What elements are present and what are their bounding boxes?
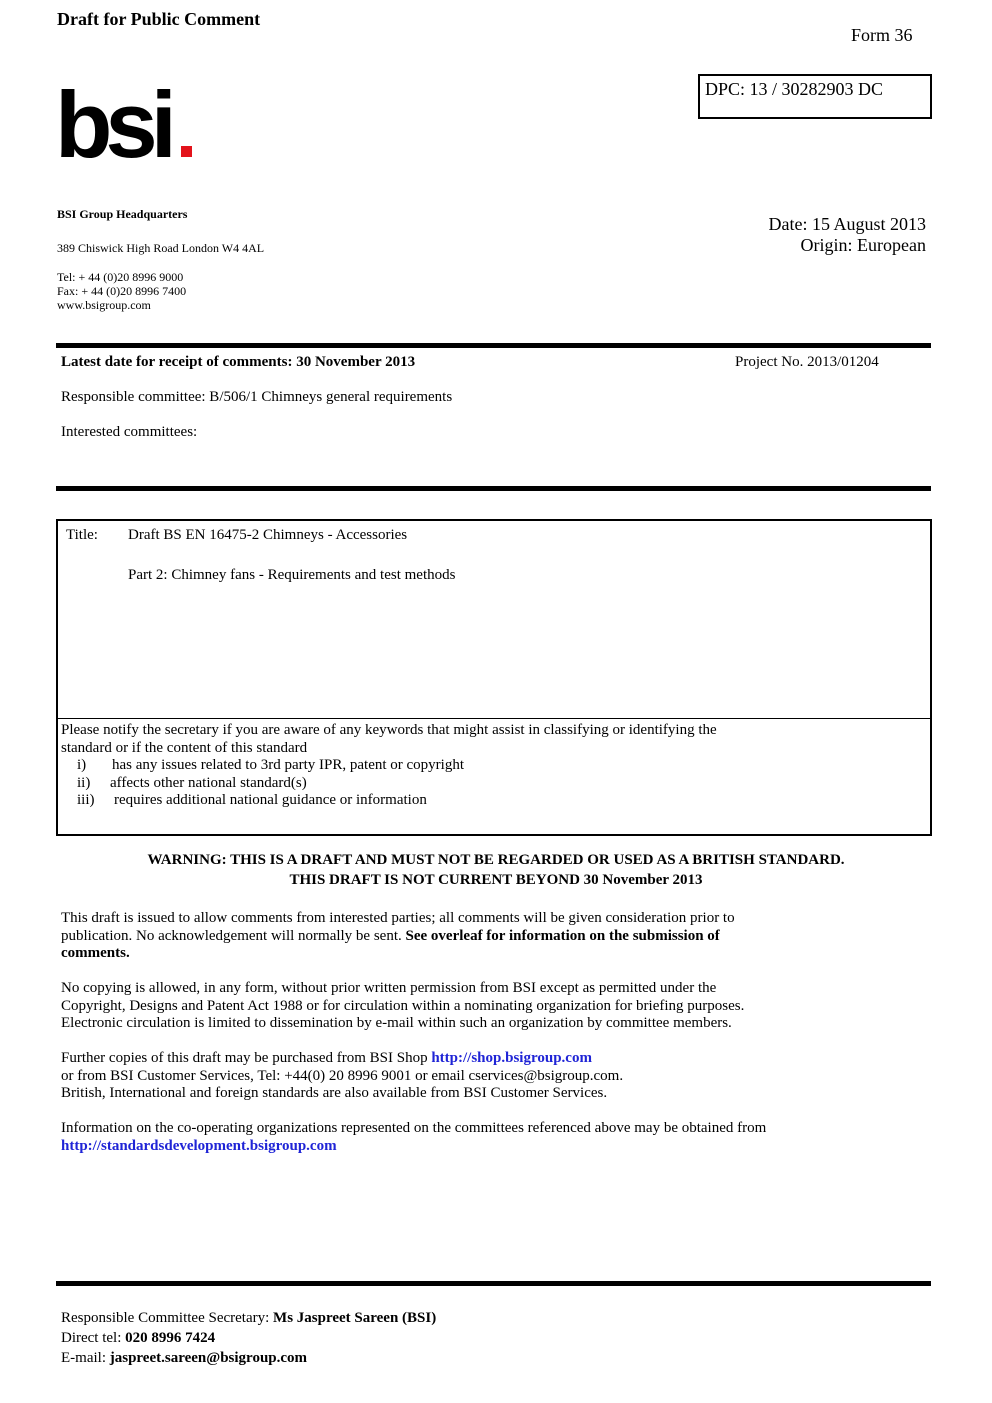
notify-line-1: Please notify the secretary if you are aware of any keywords that might assist in classifying or identifying the (61, 722, 717, 738)
title-box (56, 519, 932, 836)
hq-fax: Fax: + 44 (0)20 8996 7400 (57, 284, 187, 298)
para-1-line-3: comments. (61, 945, 130, 961)
hq-name: BSI Group Headquarters (57, 207, 188, 221)
para-4-line-1: Information on the co-operating organizations represented on the committees referenced above may be obtained from (61, 1120, 767, 1136)
warning-line-2: THIS DRAFT IS NOT CURRENT BEYOND 30 November 2013 (289, 872, 703, 888)
hq-web: www.bsigroup.com (57, 298, 151, 312)
title-line-2: Part 2: Chimney fans - Requirements and test methods (128, 567, 456, 583)
divider-top (56, 343, 931, 348)
hq-tel: Tel: + 44 (0)20 8996 9000 (57, 270, 184, 284)
para-2-line-2: Copyright, Designs and Patent Act 1988 or for circulation within a nominating organization for briefing purposes. (61, 998, 745, 1014)
email-label: E-mail: (61, 1350, 106, 1366)
warning-line-1: WARNING: THIS IS A DRAFT AND MUST NOT BE REGARDED OR USED AS A BRITISH STANDARD. (147, 852, 845, 868)
para-3-line-1 (61, 1050, 592, 1067)
notify-item-text: requires additional national guidance or information (114, 792, 427, 808)
dpc-box (698, 74, 932, 119)
notify-item (77, 775, 307, 792)
para-1-line-1: This draft is issued to allow comments from interested parties; all comments will be given consideration prior to (61, 910, 735, 926)
divider-bottom (56, 1281, 931, 1286)
standards-development-link[interactable]: http://standardsdevelopment.bsigroup.com (61, 1138, 337, 1154)
email-value[interactable]: jaspreet.sareen@bsigroup.com (109, 1350, 308, 1366)
para-3-line-2: or from BSI Customer Services, Tel: +44(0) 20 8996 9001 or email cservices@bsigroup.com. (61, 1068, 624, 1084)
notify-line-2: standard or if the content of this standard (61, 740, 308, 756)
title-line-1: Draft BS EN 16475-2 Chimneys - Accessories (128, 527, 408, 543)
divider-middle (56, 486, 931, 491)
title-label: Title: (66, 527, 98, 543)
project-number: Project No. 2013/01204 (735, 354, 879, 370)
notify-item-number: ii) (77, 775, 91, 791)
direct-tel-label: Direct tel: (61, 1330, 122, 1346)
interested-committees: Interested committees: (61, 424, 198, 440)
draft-label: Draft for Public Comment (57, 9, 261, 29)
title-box-divider (58, 718, 930, 719)
direct-tel-value: 020 8996 7424 (125, 1330, 216, 1346)
doc-date: Date: 15 August 2013 (768, 214, 926, 234)
para-1-line-2 (61, 928, 720, 945)
responsible-committee: Responsible committee: B/506/1 Chimneys general requirements (61, 389, 453, 405)
para-1-bold-text: See overleaf for information on the submission of (405, 928, 720, 944)
notify-item-text: has any issues related to 3rd party IPR, patent or copyright (112, 757, 465, 773)
notify-item-number: iii) (77, 792, 95, 808)
notify-item (77, 757, 464, 774)
para-2-line-3: Electronic circulation is limited to dissemination by e-mail within such an organization by committee members. (61, 1015, 732, 1031)
direct-tel-line (61, 1330, 215, 1347)
dpc-number: DPC: 13 / 30282903 DC (705, 79, 884, 99)
form-number: Form 36 (851, 25, 913, 45)
para-1-text: publication. No acknowledgement will normally be sent. (61, 928, 402, 944)
para-3-text: Further copies of this draft may be purchased from BSI Shop (61, 1050, 428, 1066)
latest-date: Latest date for receipt of comments: 30 November 2013 (61, 354, 416, 370)
bsi-logo-text: bsi (55, 72, 170, 177)
notify-item-text: affects other national standard(s) (110, 775, 307, 791)
email-line (61, 1350, 307, 1367)
bsi-logo (55, 70, 192, 180)
bsi-logo-dot-icon (181, 146, 192, 157)
secretary-line (61, 1310, 436, 1327)
para-3-line-3: British, International and foreign standards are also available from BSI Customer Services. (61, 1085, 608, 1101)
secretary-name: Ms Jaspreet Sareen (BSI) (273, 1310, 437, 1326)
notify-item-number: i) (77, 757, 87, 773)
hq-address: 389 Chiswick High Road London W4 4AL (57, 241, 265, 255)
doc-origin: Origin: European (800, 235, 926, 255)
secretary-label: Responsible Committee Secretary: (61, 1310, 270, 1326)
shop-link[interactable]: http://shop.bsigroup.com (431, 1050, 592, 1066)
para-2-line-1: No copying is allowed, in any form, without prior written permission from BSI except as permitted under the (61, 980, 717, 996)
notify-item (77, 792, 427, 809)
